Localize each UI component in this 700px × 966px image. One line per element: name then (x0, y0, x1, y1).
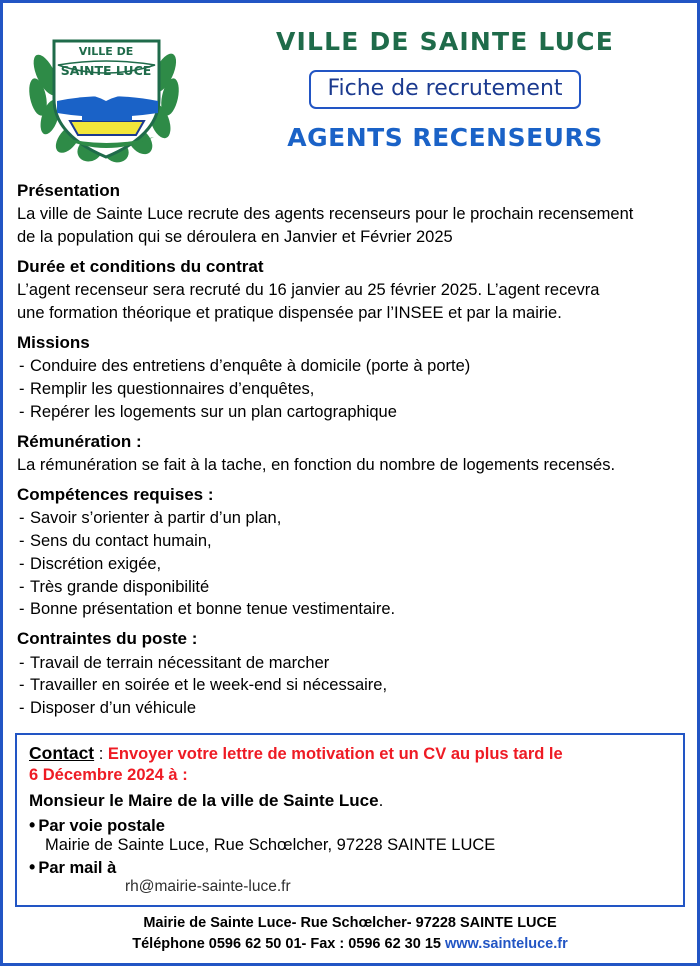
dash-marker: - (19, 509, 25, 528)
city-title: VILLE DE SAINTE LUCE (275, 27, 614, 56)
contact-label: Contact (29, 742, 95, 763)
dash-marker: - (19, 380, 25, 399)
contact-method-label: Par voie postale (38, 816, 165, 835)
contact-colon: : (94, 744, 108, 763)
svg-text:SAINTE LUCE: SAINTE LUCE (60, 63, 151, 78)
list-item-label: Savoir s’orienter à partir d’un plan, (30, 509, 282, 528)
contact-deadline-line-1: Envoyer votre lettre de motivation et un CV au plus tard le (107, 744, 563, 763)
section-duree-conditions (17, 256, 683, 325)
footer-website-link[interactable]: www.sainteluce.fr (445, 935, 568, 952)
section-paragraph: La rémunération se fait à la tache, en fonction du nombre de logements recensés. (17, 456, 616, 475)
footer-phone-fax: Téléphone 0596 62 50 01- Fax : 0596 62 30 15 (132, 935, 445, 952)
list-item (17, 531, 683, 553)
section-paragraph: de la population qui se déroulera en Janvier et Février 2025 (17, 228, 453, 247)
section-competences (17, 484, 683, 621)
contact-method-label: Par mail à (38, 858, 117, 877)
fiche-de-recrutement-badge: Fiche de recrutement (309, 70, 580, 109)
footer (3, 913, 697, 955)
dash-marker: - (19, 532, 25, 551)
job-title: AGENTS RECENSEURS (287, 123, 603, 152)
contact-methods (29, 815, 673, 896)
dash-marker: - (19, 577, 25, 596)
ville-de-sainte-luce-coat-of-arms-icon (24, 17, 189, 167)
dash-marker: - (19, 402, 25, 421)
contact-deadline-line-2: 6 Décembre 2024 à : (29, 766, 188, 785)
list-item (17, 675, 683, 697)
contact-box (15, 733, 685, 907)
list-item-label: Travail de terrain nécessitant de marcher (30, 653, 330, 672)
list-item-label: Bonne présentation et bonne tenue vestimentaire. (30, 600, 396, 619)
contact-recipient-punct: . (378, 790, 384, 810)
logo-container (11, 13, 201, 167)
list-item (17, 599, 683, 621)
section-heading: Durée et conditions du contrat (17, 256, 264, 276)
svg-text:VILLE DE: VILLE DE (78, 45, 133, 58)
section-paragraph: L’agent recenseur sera recruté du 16 janvier au 25 février 2025. L’agent recevra (17, 281, 600, 300)
bullet-dot-icon: • (29, 814, 36, 835)
list-item (17, 577, 683, 599)
section-heading: Rémunération : (17, 431, 142, 451)
list-item-label: Remplir les questionnaires d’enquêtes, (30, 380, 315, 399)
list-item (17, 698, 683, 720)
footer-contact (3, 934, 697, 955)
section-presentation (17, 180, 683, 249)
list-item (17, 653, 683, 675)
section-missions (17, 332, 683, 424)
section-heading: Contraintes du poste : (17, 629, 198, 649)
list-item (17, 356, 683, 378)
dash-marker: - (19, 357, 25, 376)
section-heading: Compétences requises : (17, 484, 214, 504)
section-contraintes (17, 628, 683, 720)
list-item-label: Repérer les logements sur un plan cartographique (30, 402, 397, 421)
list-item-label: Discrétion exigée, (30, 554, 162, 573)
dash-marker: - (19, 600, 25, 619)
contact-method-detail: Mairie de Sainte Luce, Rue Schœlcher, 97228 SAINTE LUCE (45, 835, 496, 854)
list-item (17, 508, 683, 530)
list-item-label: Conduire des entretiens d’enquête à domicile (porte à porte) (30, 357, 471, 376)
header (3, 3, 697, 173)
dash-marker: - (19, 699, 25, 718)
contact-recipient-name: Monsieur le Maire de la ville de Sainte Luce (29, 790, 379, 810)
footer-address: Mairie de Sainte Luce- Rue Schœlcher- 97228 SAINTE LUCE (143, 914, 557, 931)
section-paragraph: une formation théorique et pratique dispensée par l’INSEE et par la mairie. (17, 304, 562, 323)
contact-method (29, 857, 673, 878)
bullet-dot-icon: • (29, 856, 36, 877)
list-item-label: Disposer d’un véhicule (30, 699, 197, 718)
dash-marker: - (19, 554, 25, 573)
list-item-label: Travailler en soirée et le week-end si nécessaire, (30, 676, 388, 695)
list-item (17, 402, 683, 424)
dash-marker: - (19, 653, 25, 672)
main-content (3, 180, 697, 720)
section-paragraph: La ville de Sainte Luce recrute des agents recenseurs pour le prochain recensement (17, 205, 634, 224)
contact-recipient (29, 791, 673, 811)
contact-instruction (29, 742, 673, 787)
header-titles (201, 13, 689, 152)
list-item-label: Très grande disponibilité (30, 577, 210, 596)
section-heading: Présentation (17, 181, 120, 200)
list-item (17, 379, 683, 401)
list-item (17, 554, 683, 576)
contact-method (29, 815, 673, 836)
section-heading: Missions (17, 332, 90, 352)
contact-email[interactable]: rh@mairie-sainte-luce.fr (125, 877, 291, 895)
dash-marker: - (19, 676, 25, 695)
section-remuneration (17, 431, 683, 477)
list-item-label: Sens du contact humain, (30, 532, 212, 551)
